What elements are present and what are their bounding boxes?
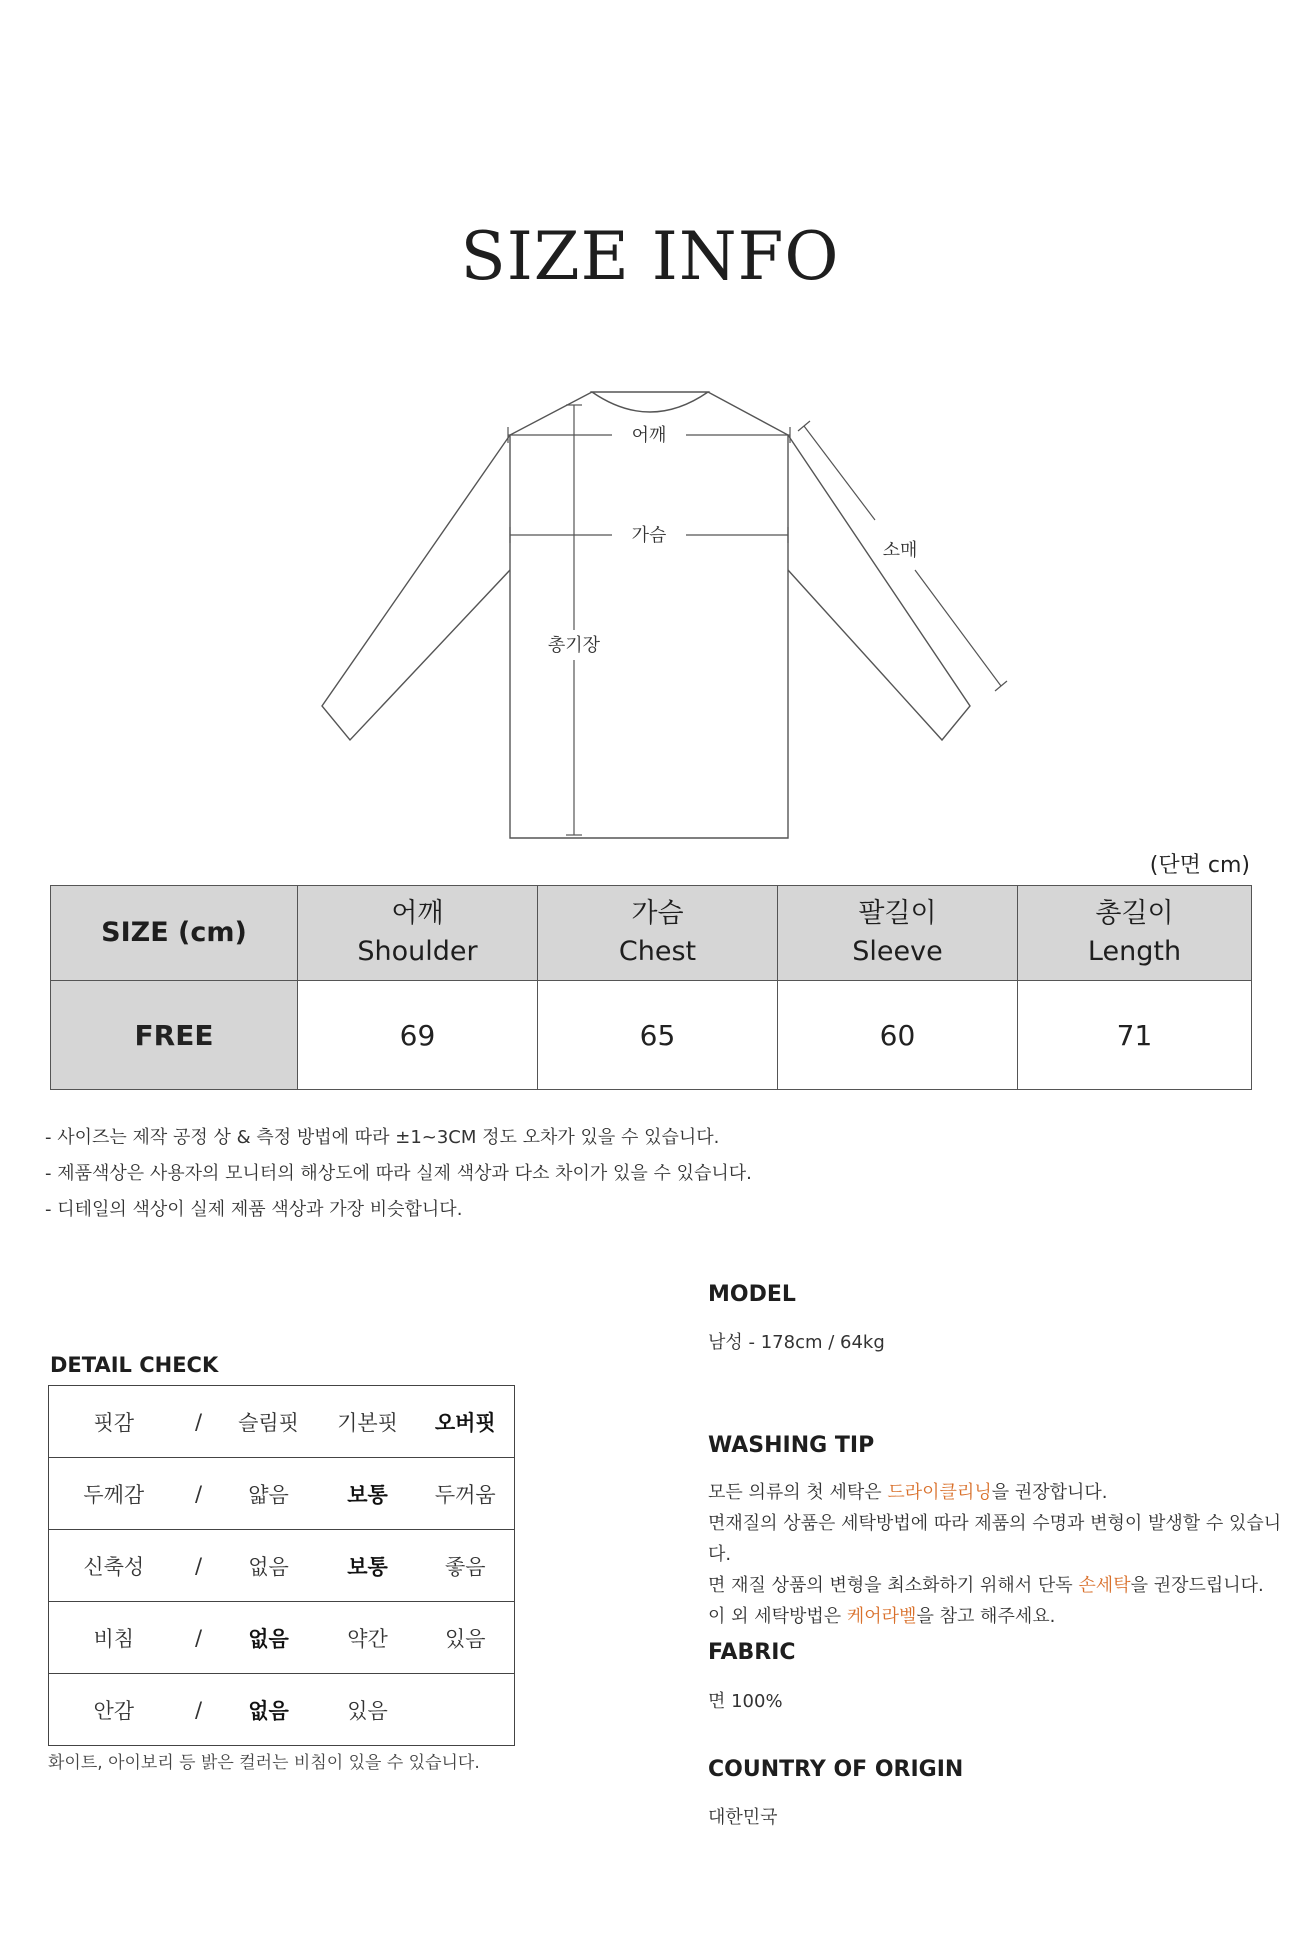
detail-row [49, 1386, 515, 1458]
detail-footnote: 화이트, 아이보리 등 밝은 컬러는 비침이 있을 수 있습니다. [48, 1753, 480, 1773]
detail-row [49, 1530, 515, 1602]
header-shoulder-en: Shoulder [357, 936, 478, 967]
unit-note: (단면 cm) [1149, 853, 1250, 878]
header-size [51, 886, 298, 981]
detail-option: 좋음 [417, 1530, 515, 1602]
washing-tip-accent: 손세탁 [1078, 1575, 1131, 1596]
washing-tip-line [708, 1601, 1300, 1632]
page-title: SIZE INFO [460, 218, 840, 295]
detail-option: 슬림핏 [238, 1410, 299, 1435]
table-row [51, 981, 1252, 1090]
washing-tip-before: 면재질의 상품은 세탁방법에 따라 제품의 수명과 변형이 발생할 수 있습니다. [708, 1513, 1282, 1565]
detail-option: 얇음 [219, 1458, 319, 1530]
detail-label: 비침 [49, 1602, 179, 1674]
header-length-en: Length [1087, 936, 1182, 967]
washing-tip-before: 이 외 세탁방법은 [708, 1606, 847, 1627]
detail-option: 오버핏 [434, 1410, 496, 1435]
detail-option [417, 1674, 515, 1746]
sleeve-value: 60 [778, 981, 1018, 1090]
detail-option: 없음 [219, 1530, 319, 1602]
length-value: 71 [1018, 981, 1252, 1090]
detail-label: 핏감 [93, 1410, 135, 1435]
chest-value: 65 [538, 981, 778, 1090]
washing-tip-before: 모든 의류의 첫 세탁은 [708, 1482, 888, 1503]
header-size-label: SIZE (cm) [101, 917, 247, 948]
garment-outline-svg [310, 380, 1030, 840]
header-sleeve-en: Sleeve [852, 936, 943, 967]
chest-label: 가슴 [631, 525, 667, 546]
detail-label: 신축성 [49, 1530, 179, 1602]
size-table-header-row [51, 886, 1252, 981]
garment-outline [592, 392, 708, 412]
washing-tip-line [708, 1477, 1300, 1508]
washing-tip-after: 을 권장드립니다. [1130, 1575, 1264, 1596]
detail-check-heading: DETAIL CHECK [50, 1353, 219, 1377]
header-chest-ko: 가슴 [631, 898, 684, 929]
detail-separator: / [179, 1602, 219, 1674]
detail-option: 보통 [319, 1530, 417, 1602]
detail-option: 기본핏 [337, 1410, 398, 1435]
header-length-ko: 총길이 [1095, 898, 1174, 929]
note-line: - 제품색상은 사용자의 모니터의 해상도에 따라 실제 색상과 다소 차이가 있을 수 있습니다. [45, 1163, 752, 1184]
origin-text: 대한민국 [708, 1807, 778, 1828]
washing-tip-accent: 케어라벨 [846, 1606, 917, 1627]
shoulder-label: 어깨 [631, 425, 667, 446]
size-cell: FREE [51, 981, 298, 1090]
detail-separator: / [179, 1530, 219, 1602]
detail-option: 있음 [319, 1674, 417, 1746]
detail-option: 없음 [219, 1674, 319, 1746]
header-chest-en: Chest [618, 936, 697, 967]
washing-tip-after: 을 참고 해주세요. [916, 1606, 1056, 1627]
origin-heading: COUNTRY OF ORIGIN [708, 1757, 964, 1782]
washing-tip-text [708, 1477, 1300, 1632]
washing-tip-line [708, 1570, 1300, 1601]
note-line: - 사이즈는 제작 공정 상 & 측정 방법에 따라 ±1~3CM 정도 오차가 있을 수 있습니다. [45, 1127, 720, 1148]
washing-tip-accent: 드라이클리닝 [887, 1482, 992, 1503]
detail-separator: / [179, 1674, 219, 1746]
washing-tip-before: 면 재질 상품의 변형을 최소화하기 위해서 단독 [708, 1575, 1079, 1596]
washing-tip-heading: WASHING TIP [708, 1433, 875, 1458]
length-label: 총기장 [547, 635, 601, 656]
header-sleeve [778, 886, 1018, 981]
garment-diagram [310, 380, 1030, 840]
model-text: 남성 - 178cm / 64kg [708, 1332, 885, 1353]
note-line: - 디테일의 색상이 실제 제품 색상과 가장 비슷합니다. [45, 1199, 463, 1220]
model-heading: MODEL [708, 1282, 796, 1307]
detail-option: 두꺼움 [417, 1458, 515, 1530]
shoulder-value: 69 [298, 981, 538, 1090]
header-chest [538, 886, 778, 981]
header-shoulder-ko: 어깨 [391, 898, 444, 929]
detail-check-table [48, 1385, 515, 1746]
fabric-heading: FABRIC [708, 1640, 796, 1665]
detail-label: 안감 [49, 1674, 179, 1746]
header-length [1018, 886, 1252, 981]
washing-tip-after: 을 권장합니다. [991, 1482, 1108, 1503]
detail-separator: / [194, 1409, 203, 1434]
detail-row [49, 1674, 515, 1746]
detail-option: 보통 [319, 1458, 417, 1530]
detail-option: 약간 [319, 1602, 417, 1674]
washing-tip-line [708, 1508, 1300, 1570]
detail-option: 없음 [219, 1602, 319, 1674]
sleeve-label: 소매 [882, 540, 918, 561]
size-table [50, 885, 1252, 1090]
detail-option: 있음 [417, 1602, 515, 1674]
header-sleeve-ko: 팔길이 [858, 898, 937, 929]
header-shoulder [298, 886, 538, 981]
detail-label: 두께감 [49, 1458, 179, 1530]
detail-row [49, 1458, 515, 1530]
fabric-text: 면 100% [708, 1691, 783, 1712]
detail-separator: / [179, 1458, 219, 1530]
detail-row [49, 1602, 515, 1674]
